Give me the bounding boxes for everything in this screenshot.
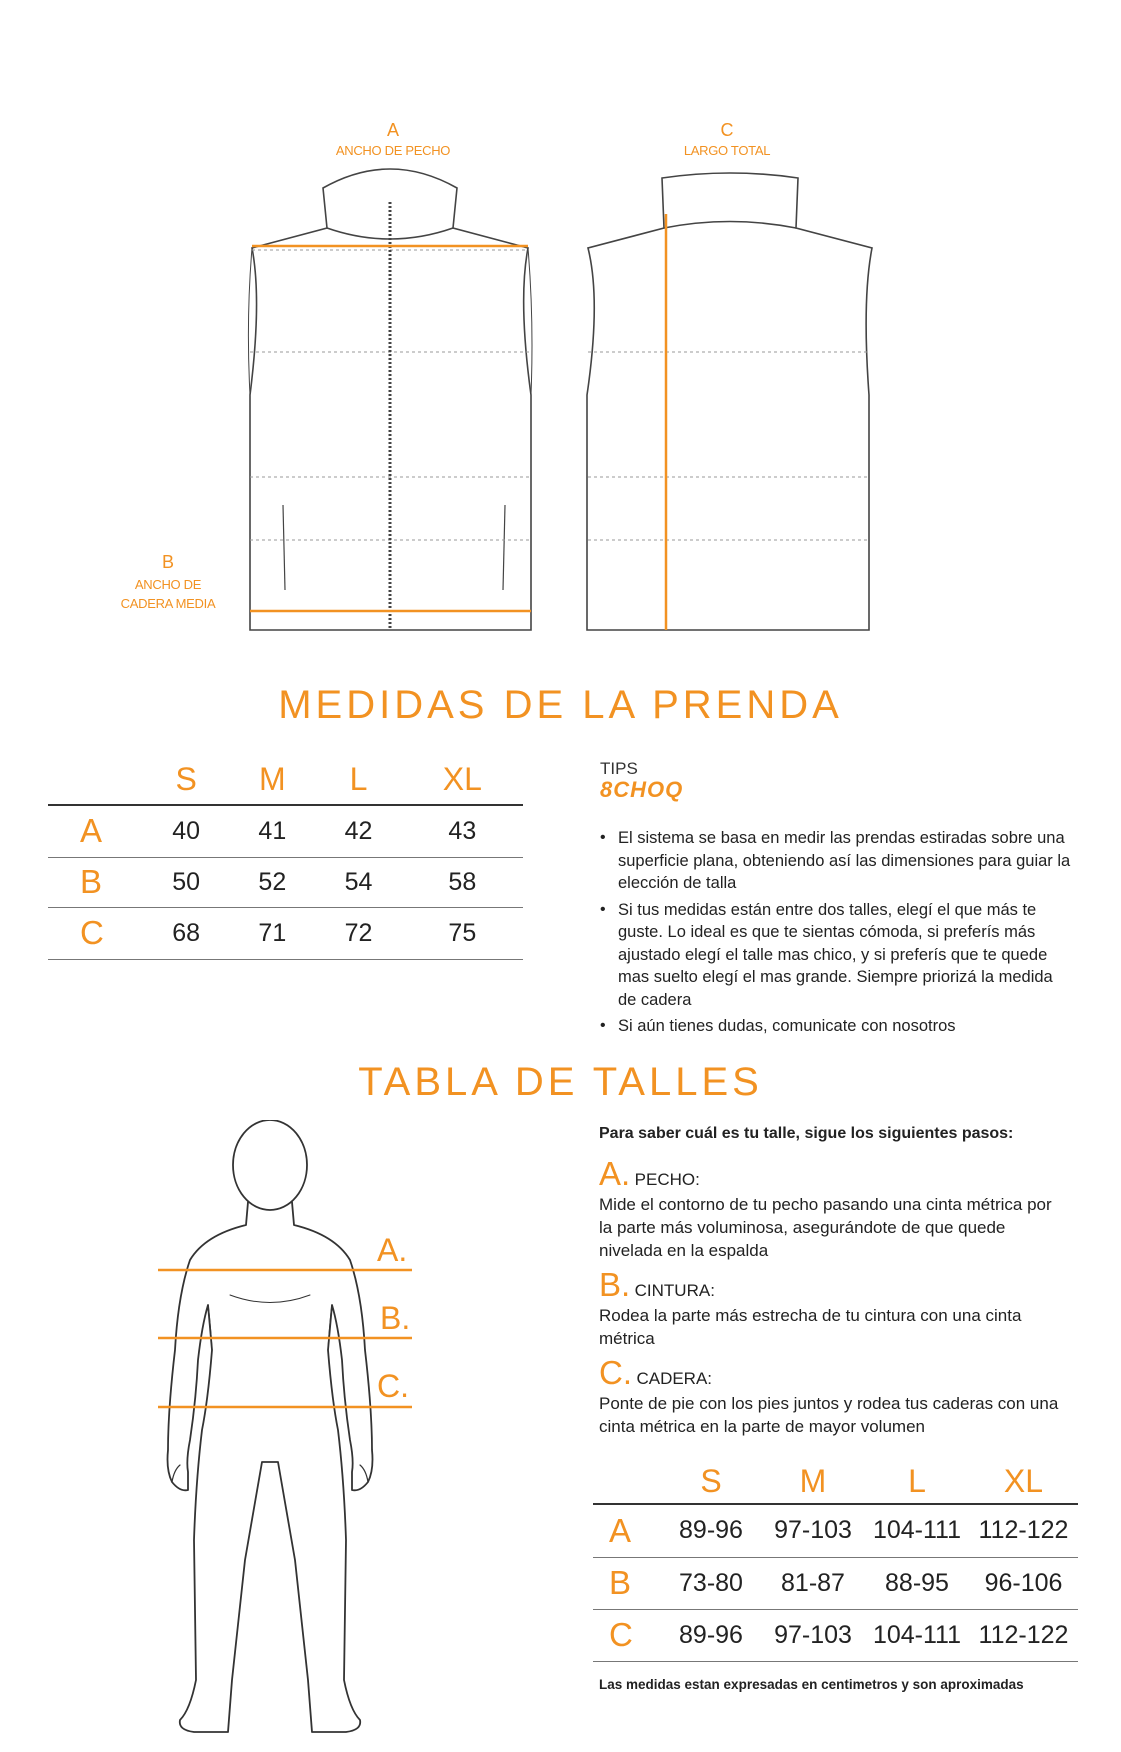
steps-intro: Para saber cuál es tu talle, sigue los siguientes pasos: xyxy=(599,1125,1014,1142)
table-cell: 112-122 xyxy=(978,1620,1069,1649)
table-row xyxy=(48,857,523,907)
column-header: M xyxy=(799,1463,827,1499)
column-header: XL xyxy=(442,761,482,797)
label-b-text-1: ANCHO DE xyxy=(134,577,202,592)
step-text: Rodea la parte más estrecha de tu cintura con una cinta métrica xyxy=(599,1306,1022,1348)
column-header: S xyxy=(700,1463,722,1499)
table-cell: 75 xyxy=(448,918,477,947)
column-header: XL xyxy=(1003,1463,1044,1499)
garment-size-table xyxy=(48,755,523,960)
column-header: L xyxy=(908,1463,926,1499)
vest-drawings xyxy=(0,0,1121,700)
table-cell: 89-96 xyxy=(679,1620,743,1649)
step-text: Ponte de pie con los pies juntos y rodea tus caderas con una cinta métrica en la parte de mayor volumen xyxy=(599,1394,1059,1436)
table-cell: 88-95 xyxy=(885,1568,949,1597)
table-cell: 104-111 xyxy=(872,1516,962,1545)
step-letter: A. xyxy=(599,1155,631,1192)
body-table-header xyxy=(593,1460,1078,1504)
figure-label-b: B. xyxy=(380,1300,411,1336)
table-cell: 89-96 xyxy=(679,1516,743,1545)
brand-logo: 8CHOQ xyxy=(600,777,684,802)
list-item: • El sistema se basa en medir las prendas estiradas sobre una superficie plana, obteniendo así las dimensiones para guiar la elección de talla xyxy=(600,827,1075,895)
body-size-table xyxy=(593,1460,1078,1662)
table-cell: 73-80 xyxy=(679,1568,743,1597)
step-letter: B. xyxy=(599,1266,631,1303)
tips-list xyxy=(600,827,1075,1042)
label-c-letter: C xyxy=(720,120,734,140)
table-row xyxy=(593,1504,1078,1557)
figure-label-c: C. xyxy=(377,1368,409,1404)
table-cell: 54 xyxy=(344,867,373,896)
list-item: • Si tus medidas están entre dos talles, elegí el que más te guste. Lo ideal es que te sientas cómoda, si preferís más ajustado elegí el talle mas chico, y si preferís que te quede mas suelto elegí el mas grande. Siempre priorizá la medida de cadera xyxy=(600,899,1075,1012)
table-cell: 112-122 xyxy=(978,1516,1069,1545)
table-cell: 72 xyxy=(344,918,373,947)
table-cell: 41 xyxy=(258,816,287,845)
table-row xyxy=(48,907,523,959)
step-name: PECHO: xyxy=(634,1170,700,1189)
vest-back xyxy=(587,173,872,630)
table-cell: 81-87 xyxy=(781,1568,845,1597)
label-b-letter: B xyxy=(161,552,174,572)
garment-section-title: MEDIDAS DE LA PRENDA xyxy=(278,683,843,727)
row-label: C xyxy=(80,914,104,951)
garment-table-header xyxy=(48,755,523,805)
table-cell: 42 xyxy=(344,816,373,845)
table-cell: 52 xyxy=(258,867,287,896)
column-header: M xyxy=(259,761,286,797)
step-c xyxy=(599,1354,1069,1438)
table-row xyxy=(593,1609,1078,1661)
table-cell: 43 xyxy=(448,816,477,845)
table-cell: 97-103 xyxy=(774,1620,852,1649)
measurement-note: Las medidas estan expresadas en centimetros y son aproximadas xyxy=(599,1677,1024,1692)
vest-front xyxy=(248,169,532,630)
table-row xyxy=(593,1557,1078,1609)
row-label: C xyxy=(609,1616,633,1653)
row-label: A xyxy=(609,1511,632,1549)
row-label: A xyxy=(80,812,103,850)
step-text: Mide el contorno de tu pecho pasando una cinta métrica por la parte más voluminosa, asegurándote de que quede nivelada en la espalda xyxy=(599,1195,1052,1260)
label-b-text-2: CADERA MEDIA xyxy=(120,596,216,611)
table-cell: 96-106 xyxy=(984,1568,1063,1597)
figure-label-a: A. xyxy=(377,1232,408,1268)
table-cell: 97-103 xyxy=(774,1516,852,1545)
step-name: CINTURA: xyxy=(634,1281,715,1300)
table-cell: 40 xyxy=(172,816,201,845)
label-c-text: LARGO TOTAL xyxy=(683,143,771,158)
step-name: CADERA: xyxy=(636,1369,713,1388)
column-header: S xyxy=(175,761,197,797)
row-label: B xyxy=(80,863,103,900)
step-b xyxy=(599,1266,1069,1350)
table-cell: 68 xyxy=(172,918,201,947)
row-label: B xyxy=(609,1564,632,1601)
table-cell: 58 xyxy=(448,867,477,896)
table-cell: 50 xyxy=(172,867,201,896)
table-row xyxy=(48,805,523,857)
label-a-letter: A xyxy=(386,120,399,140)
table-cell: 104-111 xyxy=(872,1620,962,1649)
step-a xyxy=(599,1155,1069,1262)
column-header: L xyxy=(349,761,368,797)
step-letter: C. xyxy=(599,1354,632,1391)
body-figure xyxy=(150,1120,440,1752)
list-item: • Si aún tienes dudas, comunicate con nosotros xyxy=(600,1015,1075,1038)
tips-heading: TIPS xyxy=(600,759,638,778)
label-a-text: ANCHO DE PECHO xyxy=(335,143,451,158)
table-cell: 71 xyxy=(258,918,287,947)
size-section-title: TABLA DE TALLES xyxy=(358,1060,763,1104)
